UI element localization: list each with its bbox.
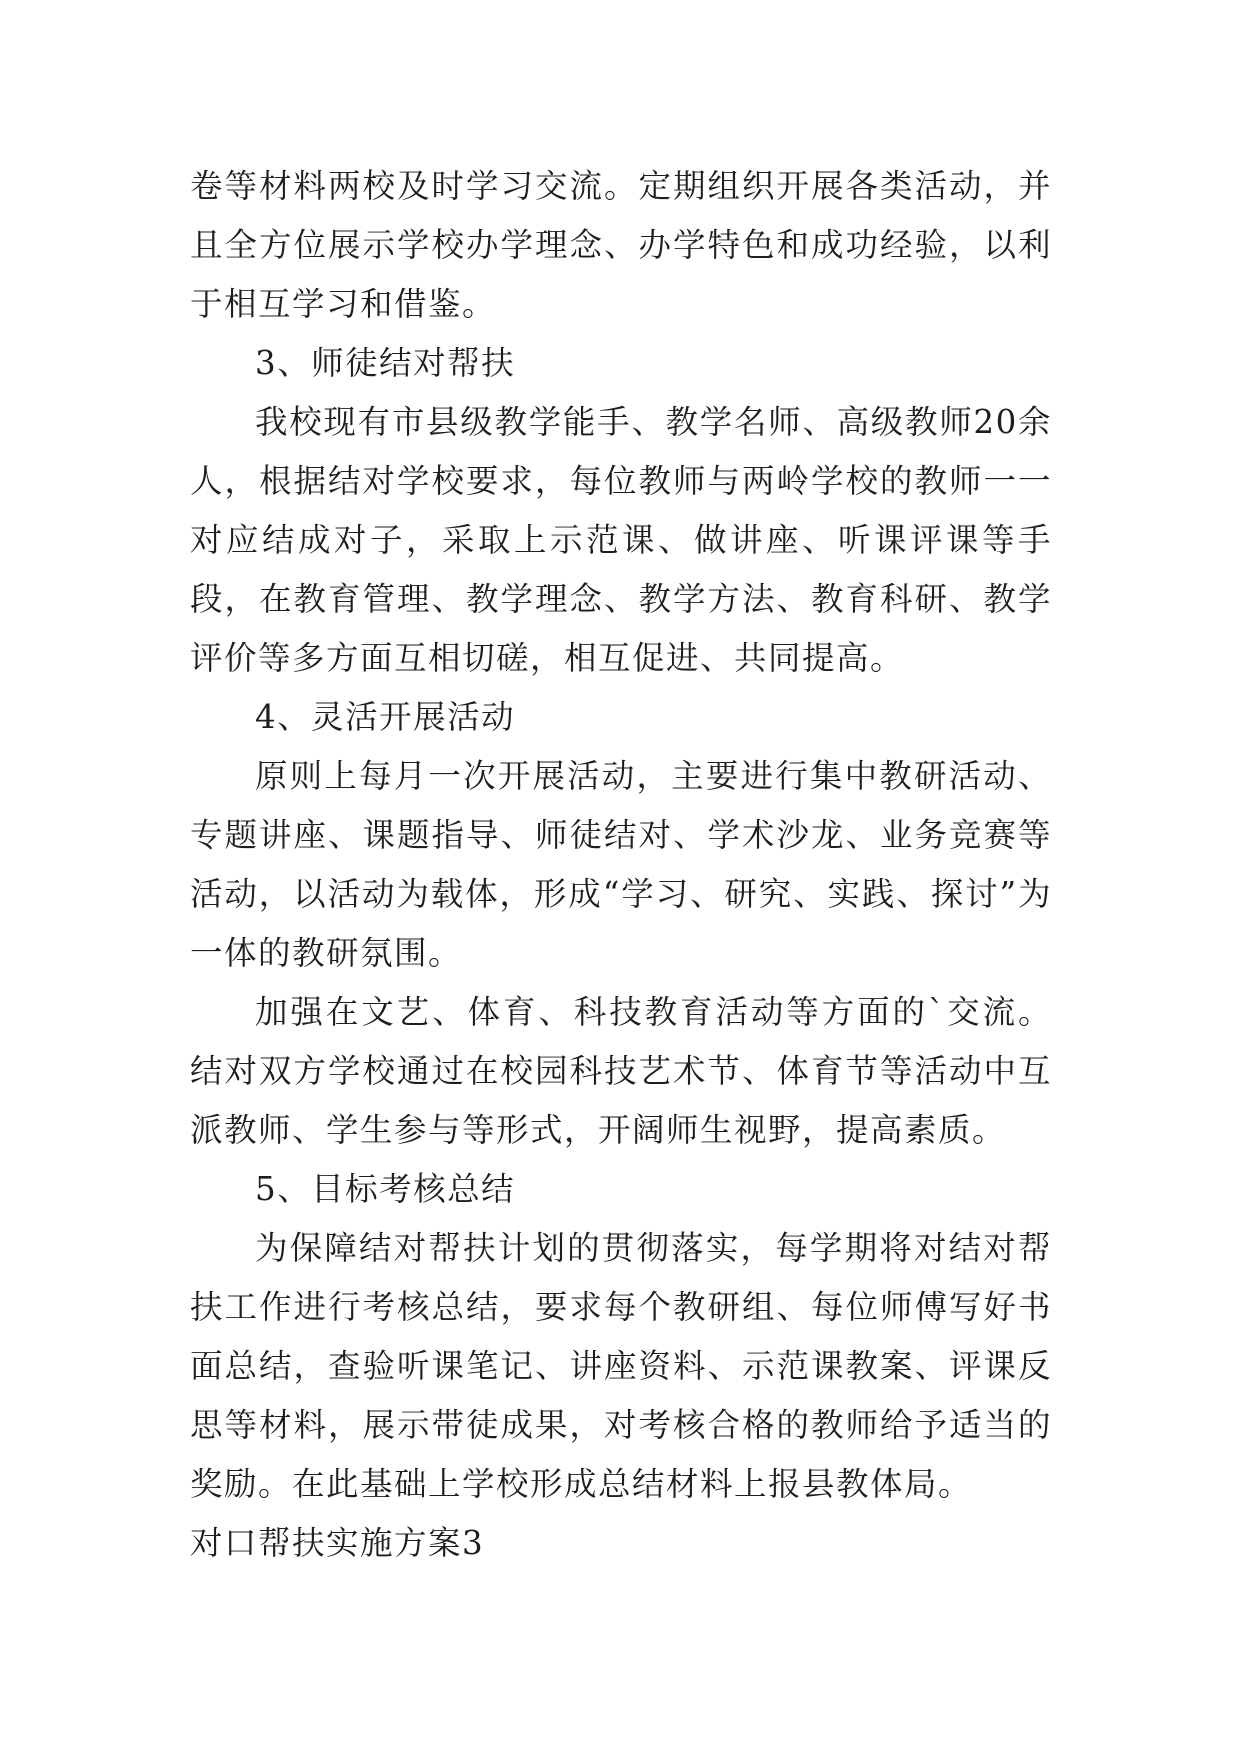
document-body — [190, 157, 1052, 1573]
section-heading-3: 3、师徒结对帮扶 — [255, 344, 516, 382]
document-subtitle: 对口帮扶实施方案3 — [190, 1524, 485, 1562]
section-heading-4: 4、灵活开展活动 — [255, 698, 516, 736]
paragraph-mentoring: 我校现有市县级教学能手、教学名师、高级教师20余人，根据结对学校要求，每位教师与两岭学校的教师一一对应结成对子，采取上示范课、做讲座、听课评课等手段，在教育管理、教学理念、教学方法、教育科研、教学评价等多方面互相切磋，相互促进、共同提高。 — [190, 403, 1052, 677]
paragraph-activities: 原则上每月一次开展活动，主要进行集中教研活动、专题讲座、课题指导、师徒结对、学术沙龙、业务竞赛等活动，以活动为载体，形成“学习、研究、实践、探讨”为一体的教研氛围。 — [190, 757, 1052, 972]
section-heading-5: 5、目标考核总结 — [255, 1170, 516, 1208]
paragraph-assessment: 为保障结对帮扶计划的贯彻落实，每学期将对结对帮扶工作进行考核总结，要求每个教研组、每位师傅写好书面总结，查验听课笔记、讲座资料、示范课教案、评课反思等材料，展示带徒成果，对考核合格的教师给予适当的奖励。在此基础上学校形成总结材料上报县教体局。 — [190, 1229, 1052, 1503]
paragraph-continuation: 卷等材料两校及时学习交流。定期组织开展各类活动，并且全方位展示学校办学理念、办学特色和成功经验，以利于相互学习和借鉴。 — [190, 167, 1052, 323]
paragraph-exchange: 加强在文艺、体育、科技教育活动等方面的`交流。结对双方学校通过在校园科技艺术节、体育节等活动中互派教师、学生参与等形式，开阔师生视野，提高素质。 — [190, 993, 1052, 1149]
